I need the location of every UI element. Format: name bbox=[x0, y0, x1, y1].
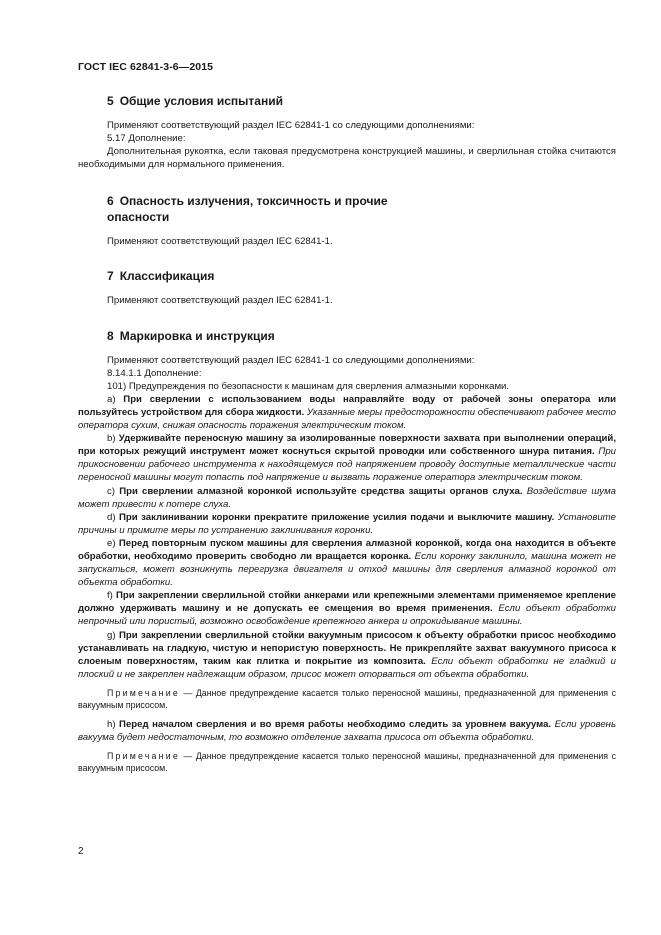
warning-explanation: Если уровень вакуума будет недостаточным, то возможно отделение захвата присоса от объекта обработки. bbox=[78, 718, 616, 743]
section-6-heading bbox=[78, 193, 616, 225]
section-8-heading bbox=[78, 328, 616, 344]
paragraph: 101) Предупреждения по безопасности к машинам для сверления алмазными коронками. bbox=[107, 380, 510, 392]
section-number: 5 bbox=[107, 94, 114, 108]
item-marker: f) bbox=[107, 590, 113, 602]
paragraph: Применяют соответствующий раздел IEC 62841-1. bbox=[107, 236, 333, 248]
document-body bbox=[78, 90, 616, 775]
section-title: Общие условия испытаний bbox=[119, 94, 283, 108]
warning-text: Перед повторным пуском машины для сверления алмазной коронкой, когда она находится в объекте обработки, необходимо проверить свободно ли вращается коронка. bbox=[78, 537, 617, 562]
section-number: 6 bbox=[107, 194, 114, 209]
warning-text: При закреплении сверлильной стойки вакуумным присосом к объекту обработки присос необходимо устанавливать на гладкую, чистую и непористую поверхность. Не прикрепляйте захват вакуумного присоса к слоеным поверхностям, таким как плитка и покрытие из композита. bbox=[78, 629, 617, 667]
paragraph: Применяют соответствующий раздел IEC 62841-1. bbox=[107, 295, 333, 307]
item-marker: h) bbox=[107, 718, 116, 730]
warning-text: Перед началом сверления и во время работы необходимо следить за уровнем вакуума. bbox=[119, 718, 552, 730]
section-title: Опасность излучения, токсичность и прочие bbox=[119, 194, 388, 209]
warning-item-h bbox=[78, 718, 616, 744]
paragraph: Применяют соответствующий раздел IEC 62841-1 со следующими дополнениями: bbox=[107, 120, 475, 131]
note bbox=[78, 687, 616, 712]
note-label: Примечание bbox=[107, 750, 180, 761]
paragraph: 8.14.1.1 Дополнение: bbox=[107, 367, 202, 379]
document-header: ГОСТ IEC 62841-3-6—2015 bbox=[78, 61, 214, 73]
item-marker: d) bbox=[107, 511, 116, 523]
note-text: — Данное предупреждение касается только переносной машины, предназначенной для применения с вакуумным присосом. bbox=[78, 687, 616, 711]
item-marker: b) bbox=[107, 433, 116, 445]
warning-text: При закреплении сверлильной стойки анкерами или крепежными элементами применяемое крепление должно удерживать машину и не допускать ее смещения во время применения. bbox=[78, 590, 616, 615]
warning-explanation: Если объект обработки непрочный или пористый, возможно освобождение крепежного анкера и опрокидывание машины. bbox=[78, 603, 616, 628]
item-marker: g) bbox=[107, 629, 116, 641]
warning-item-b bbox=[78, 432, 616, 484]
section-number: 8 bbox=[107, 328, 114, 343]
item-marker: a) bbox=[107, 393, 116, 405]
warning-item-d bbox=[78, 511, 616, 537]
note bbox=[78, 750, 616, 775]
page-number: 2 bbox=[78, 846, 84, 857]
note-text: — Данное предупреждение касается только переносной машины, предназначенной для применения с вакуумным присосом. bbox=[78, 750, 616, 774]
warning-text: Удерживайте переносную машину за изолированные поверхности захвата при выполнении операций, при которых режущий инструмент может коснуться скрытой проводки или собственного шнура питания. bbox=[78, 433, 616, 458]
warning-explanation: При прикосновении рабочего инструмента к находящемуся под напряжением проводу доступные металлические части переносной машины могут попасть под напряжение и вызвать поражение оператора электрическим током. bbox=[78, 446, 616, 484]
section-7-heading bbox=[78, 268, 616, 284]
section-5-heading bbox=[78, 93, 616, 109]
warning-item-f bbox=[78, 589, 616, 628]
section-title-cont: опасности bbox=[107, 210, 170, 225]
paragraph: Применяют соответствующий раздел IEC 62841-1 со следующими дополнениями: bbox=[107, 354, 475, 366]
paragraph: 5.17 Дополнение: bbox=[107, 133, 186, 145]
warning-text: При сверлении с использованием воды направляйте воду от рабочей зоны оператора или пользуйтесь устройством для сбора жидкости. bbox=[78, 393, 617, 418]
note-label: Примечание bbox=[107, 687, 180, 698]
section-number: 7 bbox=[107, 269, 114, 284]
section-title: Маркировка и инструкция bbox=[119, 328, 275, 343]
warning-explanation: Воздействие шума может привести к потере слуха. bbox=[78, 485, 616, 510]
warning-explanation: Установите причины и примите меры по устранению заклинивания коронки. bbox=[78, 511, 617, 536]
warning-item-g bbox=[78, 629, 616, 681]
paragraph: Дополнительная рукоятка, если таковая предусмотрена конструкцией машины, и сверлильная стойка считаются необходимыми для нормального применения. bbox=[78, 146, 616, 171]
warning-explanation: Если коронку заклинило, машина может не запускаться, может возникнуть перегрузка двигателя и отход машины для сверления алмазной коронкой от объекта обработки. bbox=[78, 550, 616, 589]
item-marker: e) bbox=[107, 537, 116, 549]
warning-explanation: Указанные меры предосторожности обеспечивают рабочее место оператора сухим, снижая опасность поражения электрическим током. bbox=[78, 406, 616, 432]
warning-item-e bbox=[78, 537, 616, 589]
warning-explanation: Если объект обработки не гладкий и плоский и не закреплен надлежащим образом, присос может оторваться от объекта обработки. bbox=[78, 655, 616, 680]
warning-item-c bbox=[78, 485, 616, 511]
warning-text: При заклинивании коронки прекратите приложение усилия подачи и выключите машину. bbox=[119, 511, 555, 523]
item-marker: c) bbox=[107, 485, 115, 497]
section-title: Классификация bbox=[119, 269, 215, 284]
warning-item-a bbox=[78, 393, 616, 432]
warning-text: При сверлении алмазной коронкой используйте средства защиты органов слуха. bbox=[119, 485, 523, 497]
